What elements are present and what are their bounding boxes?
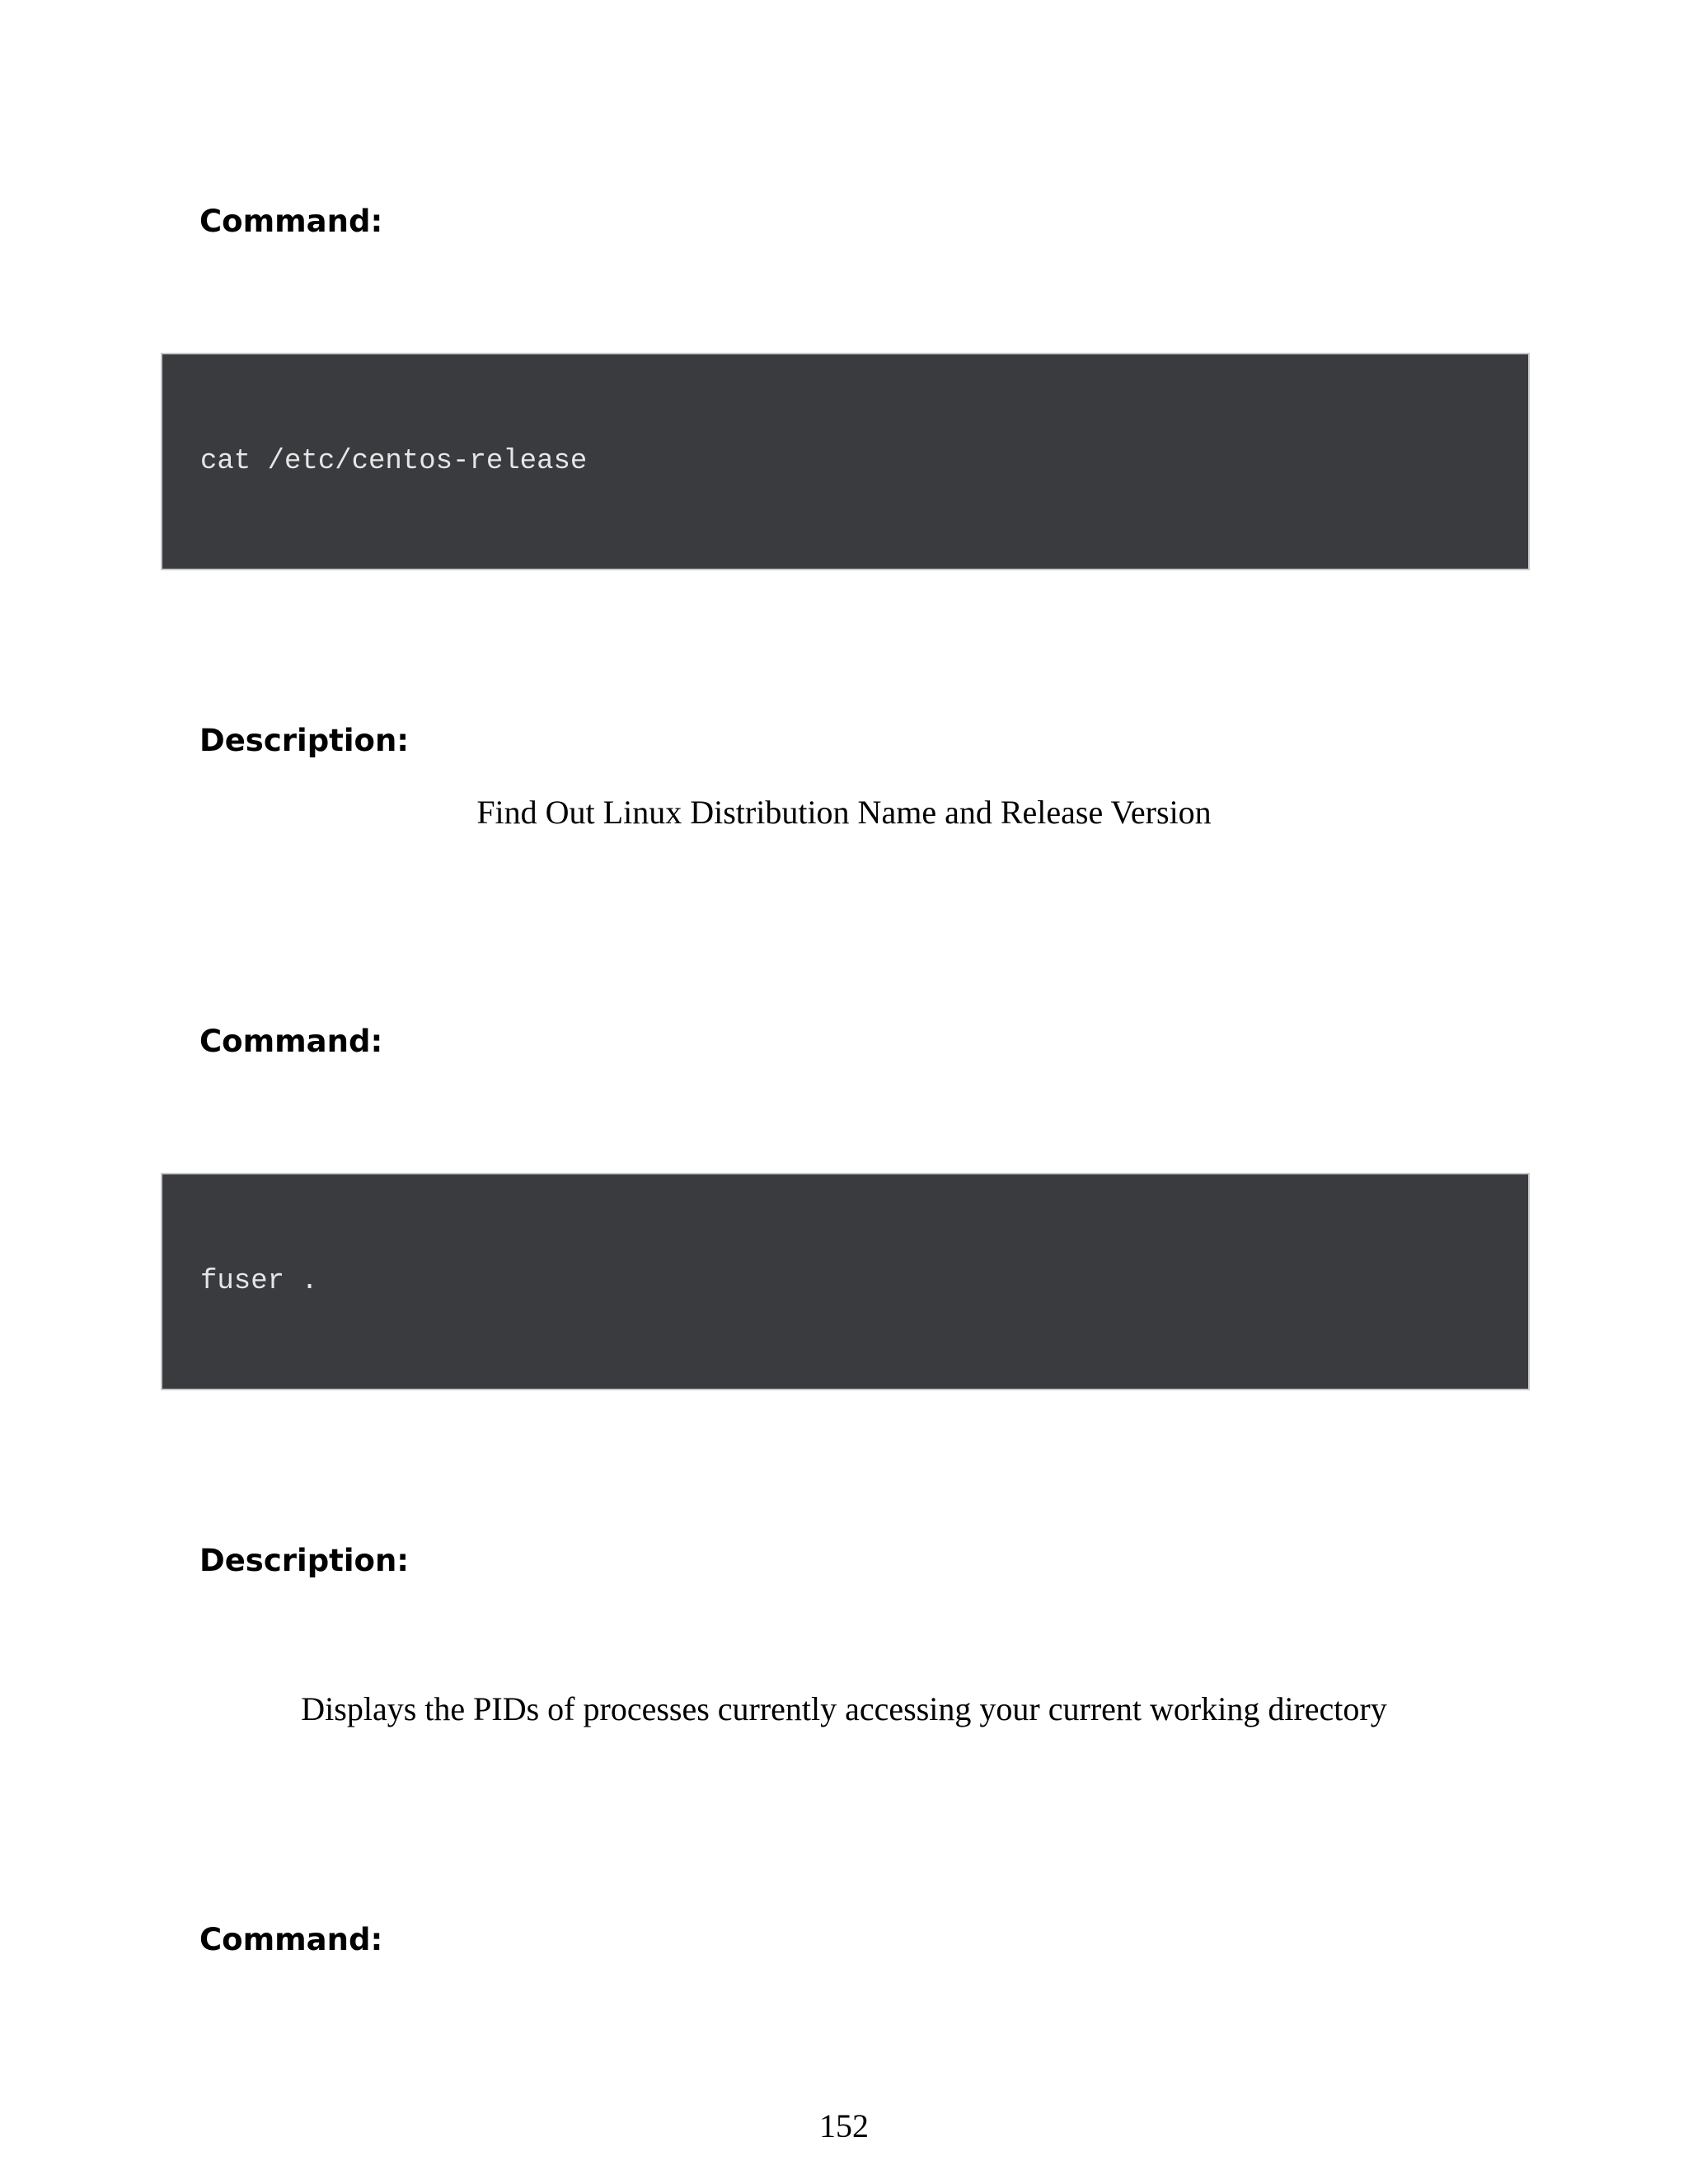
description-heading: Description: xyxy=(199,723,410,758)
command-heading: Command: xyxy=(199,1024,383,1059)
command-text: cat /etc/centos-release xyxy=(200,446,588,477)
page-number: 152 xyxy=(819,2107,869,2144)
description-text: Find Out Linux Distribution Name and Release Version xyxy=(476,794,1212,831)
command-heading: Command: xyxy=(199,1922,383,1957)
command-text: fuser . xyxy=(200,1266,318,1297)
command-heading: Command: xyxy=(199,204,383,239)
code-block xyxy=(161,353,1530,570)
description-text: Displays the PIDs of processes currently accessing your current working directory xyxy=(301,1690,1387,1727)
code-block xyxy=(161,1173,1530,1390)
description-heading: Description: xyxy=(199,1543,410,1578)
